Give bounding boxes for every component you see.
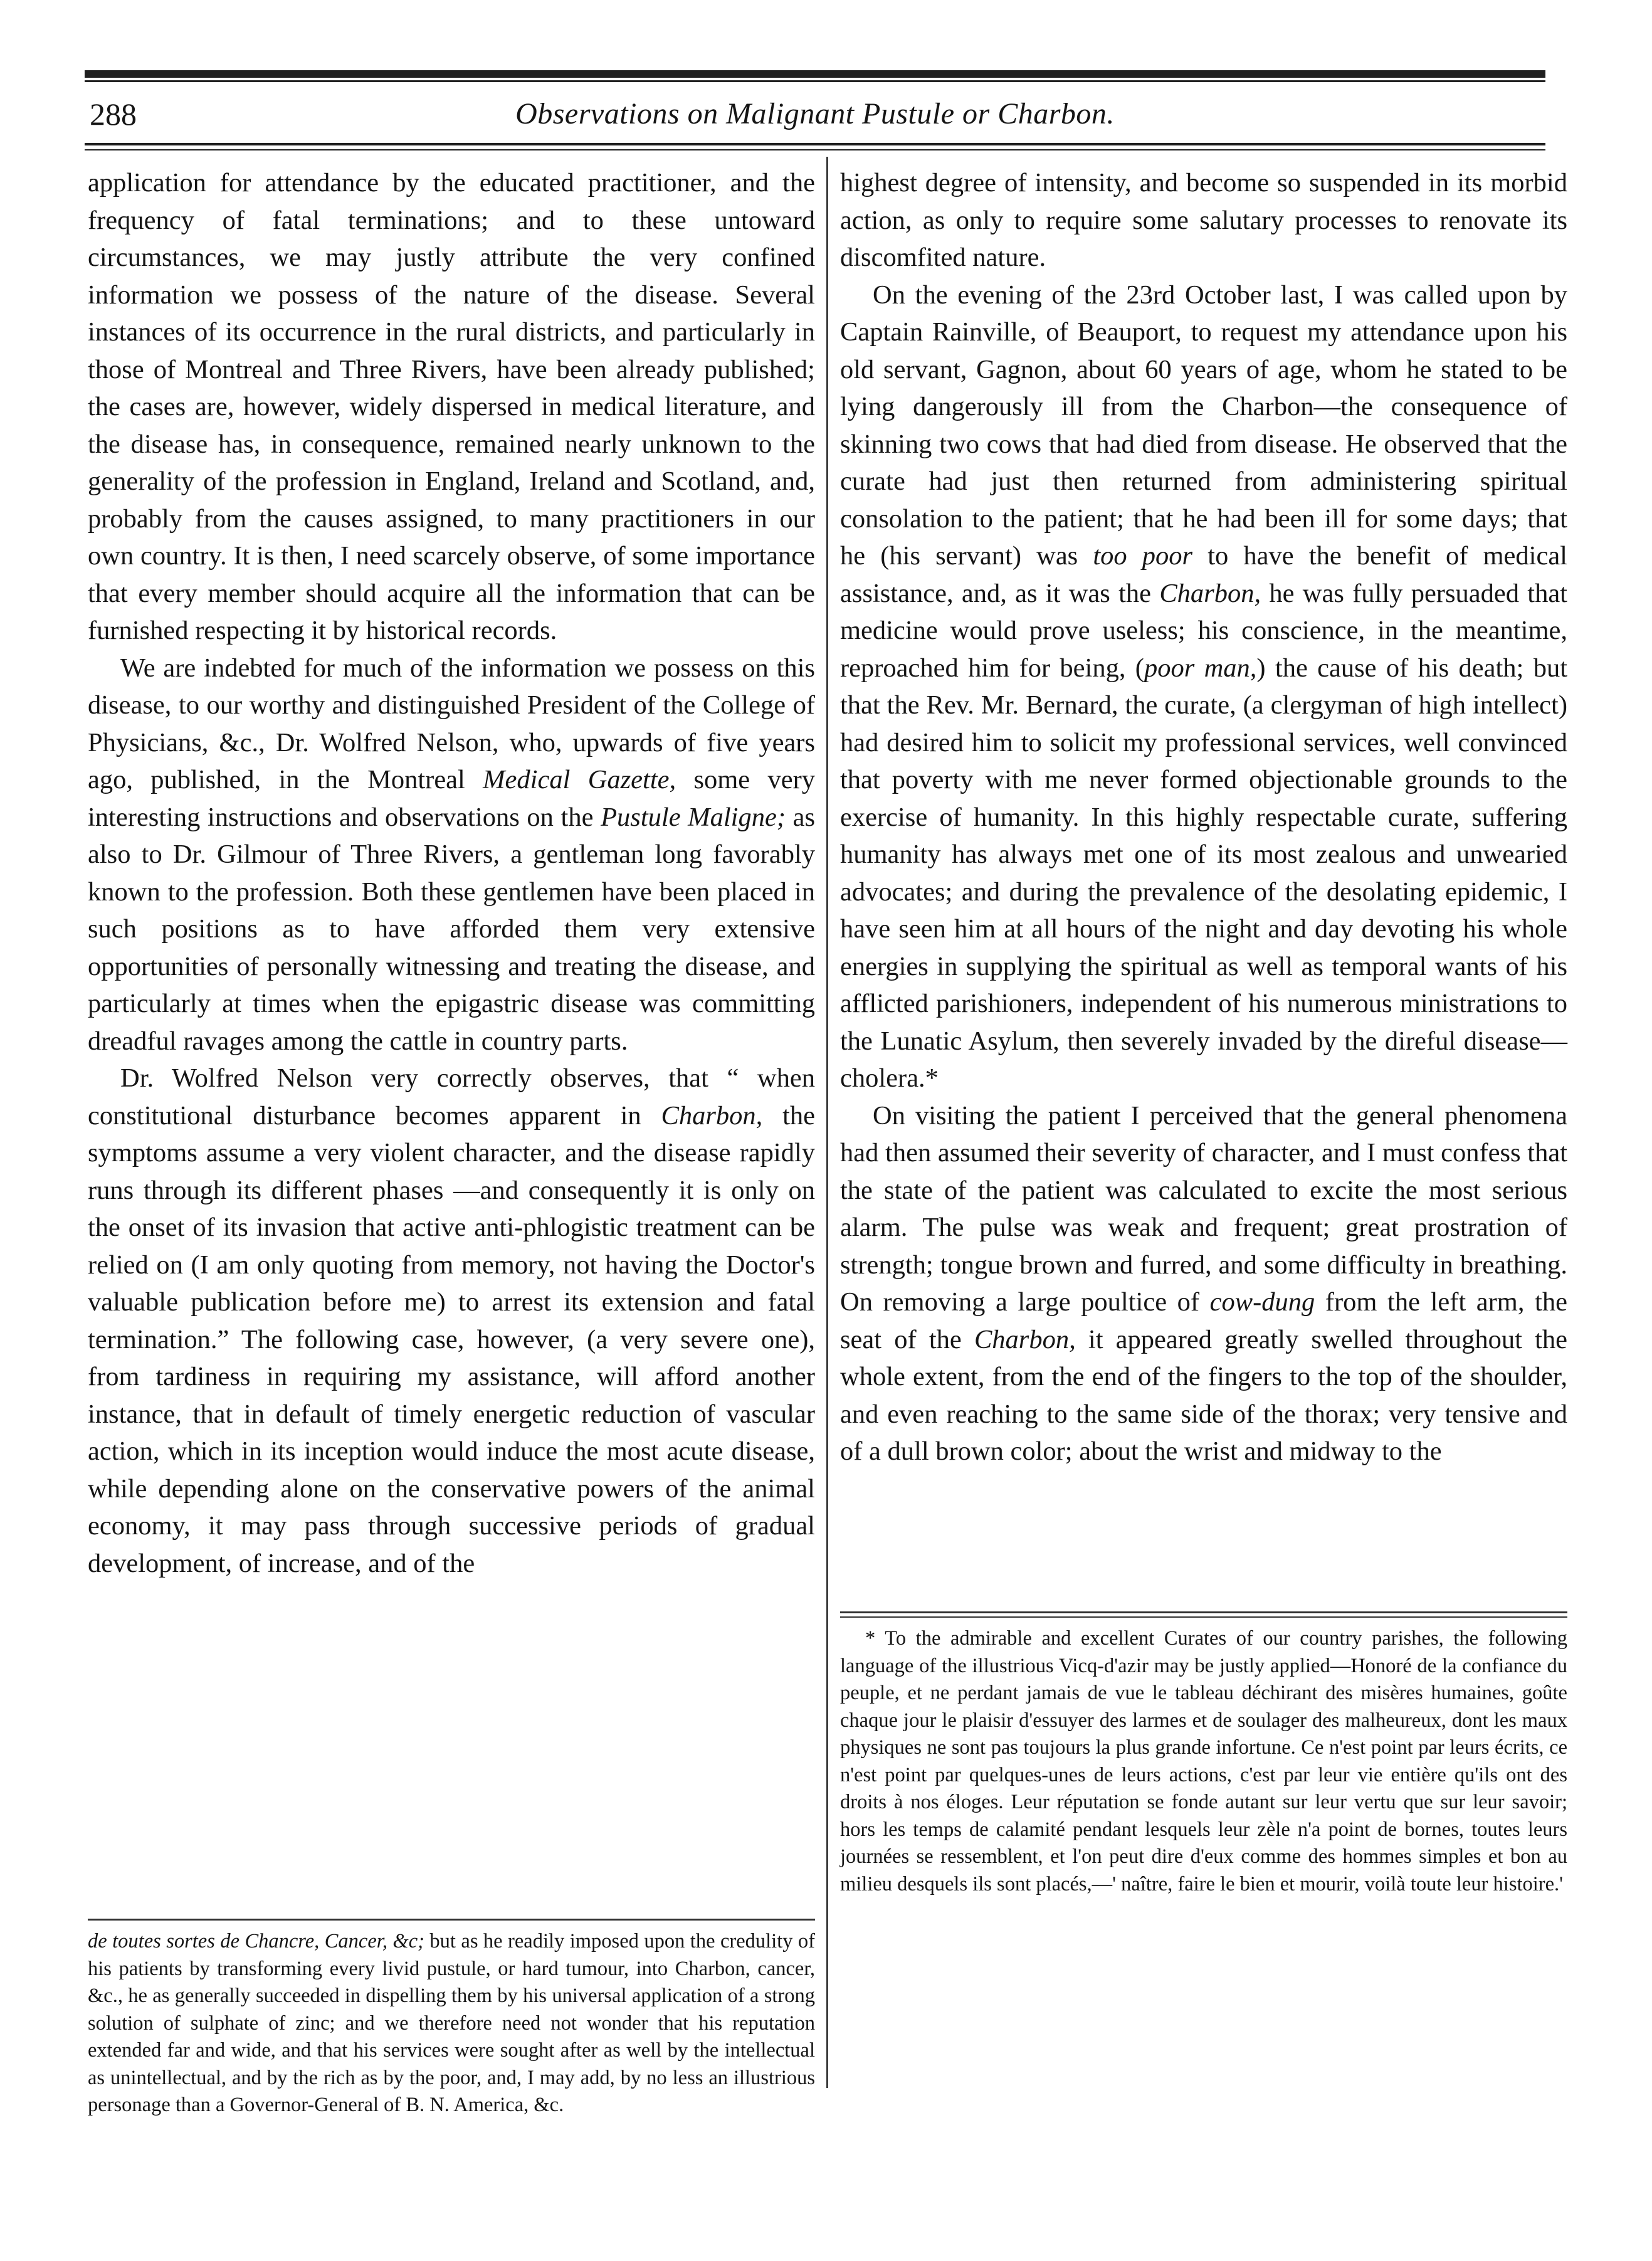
right-column	[840, 164, 1567, 1470]
right-paragraph-3: On visiting the patient I perceived that the general phenomena had then assumed their severity of character, and I must confess that the state of the patient was calculated to excite the most serious alarm. The pulse was weak and frequent; great prostration of strength; tongue brown and furred, and some difficulty in breathing. On removing a large poultice of cow-dung from the left arm, the seat of the Charbon, it appeared greatly swelled throughout the whole extent, from the end of the fingers to the top of the shoulder, and even reaching to the same side of the thorax; very tensive and of a dull brown color; about the wrist and midway to the	[840, 1100, 1567, 1466]
left-paragraph-3: Dr. Wolfred Nelson very correctly observes, that “ when constitutional disturbance becomes apparent in Charbon, the symptoms assume a very violent character, and the disease rapidly runs through its different phases —and consequently it is only on the onset of its invasion that active anti-phlogistic treatment can be relied on (I am only quoting from memory, not having the Doctor's valuable publication before me) to arrest its extension and fatal termination.” The following case, however, (a very severe one), from tardiness in requiring my assistance, will afford another instance, that in default of timely energetic reduction of vascular action, which in its inception would induce the most acute disease, while depending alone on the conservative powers of the animal economy, it may pass through successive periods of gradual development, of increase, and of the	[88, 1063, 816, 1578]
right-footnote-rule	[840, 1611, 1567, 1613]
right-footnote-rule-thin	[840, 1616, 1567, 1618]
running-title: Observations on Malignant Pustule or Charbon.	[515, 97, 1115, 130]
header-rule-thin	[85, 149, 1545, 150]
column-divider	[826, 157, 828, 2088]
page-number: 288	[90, 97, 137, 132]
left-column	[88, 164, 815, 1582]
top-rule-thin	[85, 80, 1545, 82]
left-footnote: de toutes sortes de Chancre, Cancer, &c; but as he readily imposed upon the credulity of his patients by transforming every livid pustule, or hard tumour, into Charbon, cancer, &c., he as generally succeeded in dispelling them by his universal application of a strong solution of sulphate of zinc; and we therefore need not wonder that his reputation extended far and wide, and that his services were sought after as well by the intellectual as unintellectual, and by the rich as by the poor, and, I may add, by no less an illustrious personage than a Governor-General of B. N. America, &c.	[88, 1930, 815, 2116]
left-paragraph-2: We are indebted for much of the information we possess on this disease, to our worthy and distinguished President of the College of Physicians, &c., Dr. Wolfred Nelson, who, upwards of five years ago, published, in the Montreal Medical Gazette, some very interesting instructions and observations on the Pustule Maligne; as also to Dr. Gilmour of Three Rivers, a gentleman long favorably known to the profession. Both these gentlemen have been placed in such positions as to have afforded them very extensive opportunities of personally witnessing and treating the disease, and particularly at times when the epigastric disease was committing dreadful ravages among the cattle in country parts.	[88, 653, 815, 1056]
running-head	[85, 89, 1545, 139]
left-footnote-rule	[88, 1919, 815, 1921]
left-paragraph-1: application for attendance by the educated practitioner, and the frequency of fatal terminations; and to these untoward circumstances, we may justly attribute the very confined information we possess of the nature of the disease. Several instances of its occurrence in the rural districts, and particularly in those of Montreal and Three Rivers, have been already published; the cases are, however, widely dispersed in medical literature, and the disease has, in consequence, remained nearly unknown to the generality of the profession in England, Ireland and Scotland, and, probably from the causes assigned, to many practitioners in our own country. It is then, I need scarcely observe, of some importance that every member should acquire all the information that can be furnished respecting it by historical records.	[88, 168, 815, 645]
header-rule	[85, 143, 1545, 145]
top-rule	[85, 70, 1545, 78]
right-footnote: * To the admirable and excellent Curates of our country parishes, the following language of the illustrious Vicq-d'azir may be justly applied—Honoré de la confiance du peuple, et ne perdant jamais de vue le tableau déchirant des misères humaines, goûte chaque jour le plaisir d'essuyer des larmes et de soulager des malheureux, dont les maux physiques ne sont pas toujours la plus grande infortune. Ce n'est point par leurs écrits, ce n'est point par quelques-unes de leurs actions, c'est par leur vie entière qu'ils ont des droits à nos éloges. Leur réputation se fonde autant sur leur vertu que sur leur savoir; hors les temps de calamité pendant lesquels leur zèle n'a point de bornes, toutes leurs journées se ressemblent, et l'on peut dire d'eux comme des hommes simples et bon au milieu desquels ils sont placés,—' naître, faire le bien et mourir, voilà toute leur histoire.'	[840, 1627, 1567, 1895]
right-paragraph-2: On the evening of the 23rd October last, I was called upon by Captain Rainville, of Beauport, to request my attendance upon his old servant, Gagnon, about 60 years of age, whom he stated to be lying dangerously ill from the Charbon—the consequence of skinning two cows that had died from disease. He observed that the curate had just then returned from administering spiritual consolation to the patient; that he had been ill for some days; that he (his servant) was too poor to have the benefit of medical assistance, and, as it was the Charbon, he was fully persuaded that medicine would prove useless; his conscience, in the meantime, reproached him for being, (poor man,) the cause of his death; but that the Rev. Mr. Bernard, the curate, (a clergyman of high intellect) had desired him to solicit my professional services, well convinced that poverty with me never formed objectionable grounds to the exercise of humanity. In this highly respectable curate, suffering humanity has always met one of its most zealous and unwearied advocates; and during the prevalence of the desolating epidemic, I have seen him at all hours of the night and day devoting his whole energies in supplying the spiritual as well as temporal wants of his afflicted parishioners, independent of his numerous ministrations to the Lunatic Asylum, then severely invaded by the direful disease—cholera.*	[840, 280, 1567, 1093]
right-paragraph-1: highest degree of intensity, and become so suspended in its morbid action, as only to require some salutary processes to renovate its discomfited nature.	[840, 168, 1567, 272]
